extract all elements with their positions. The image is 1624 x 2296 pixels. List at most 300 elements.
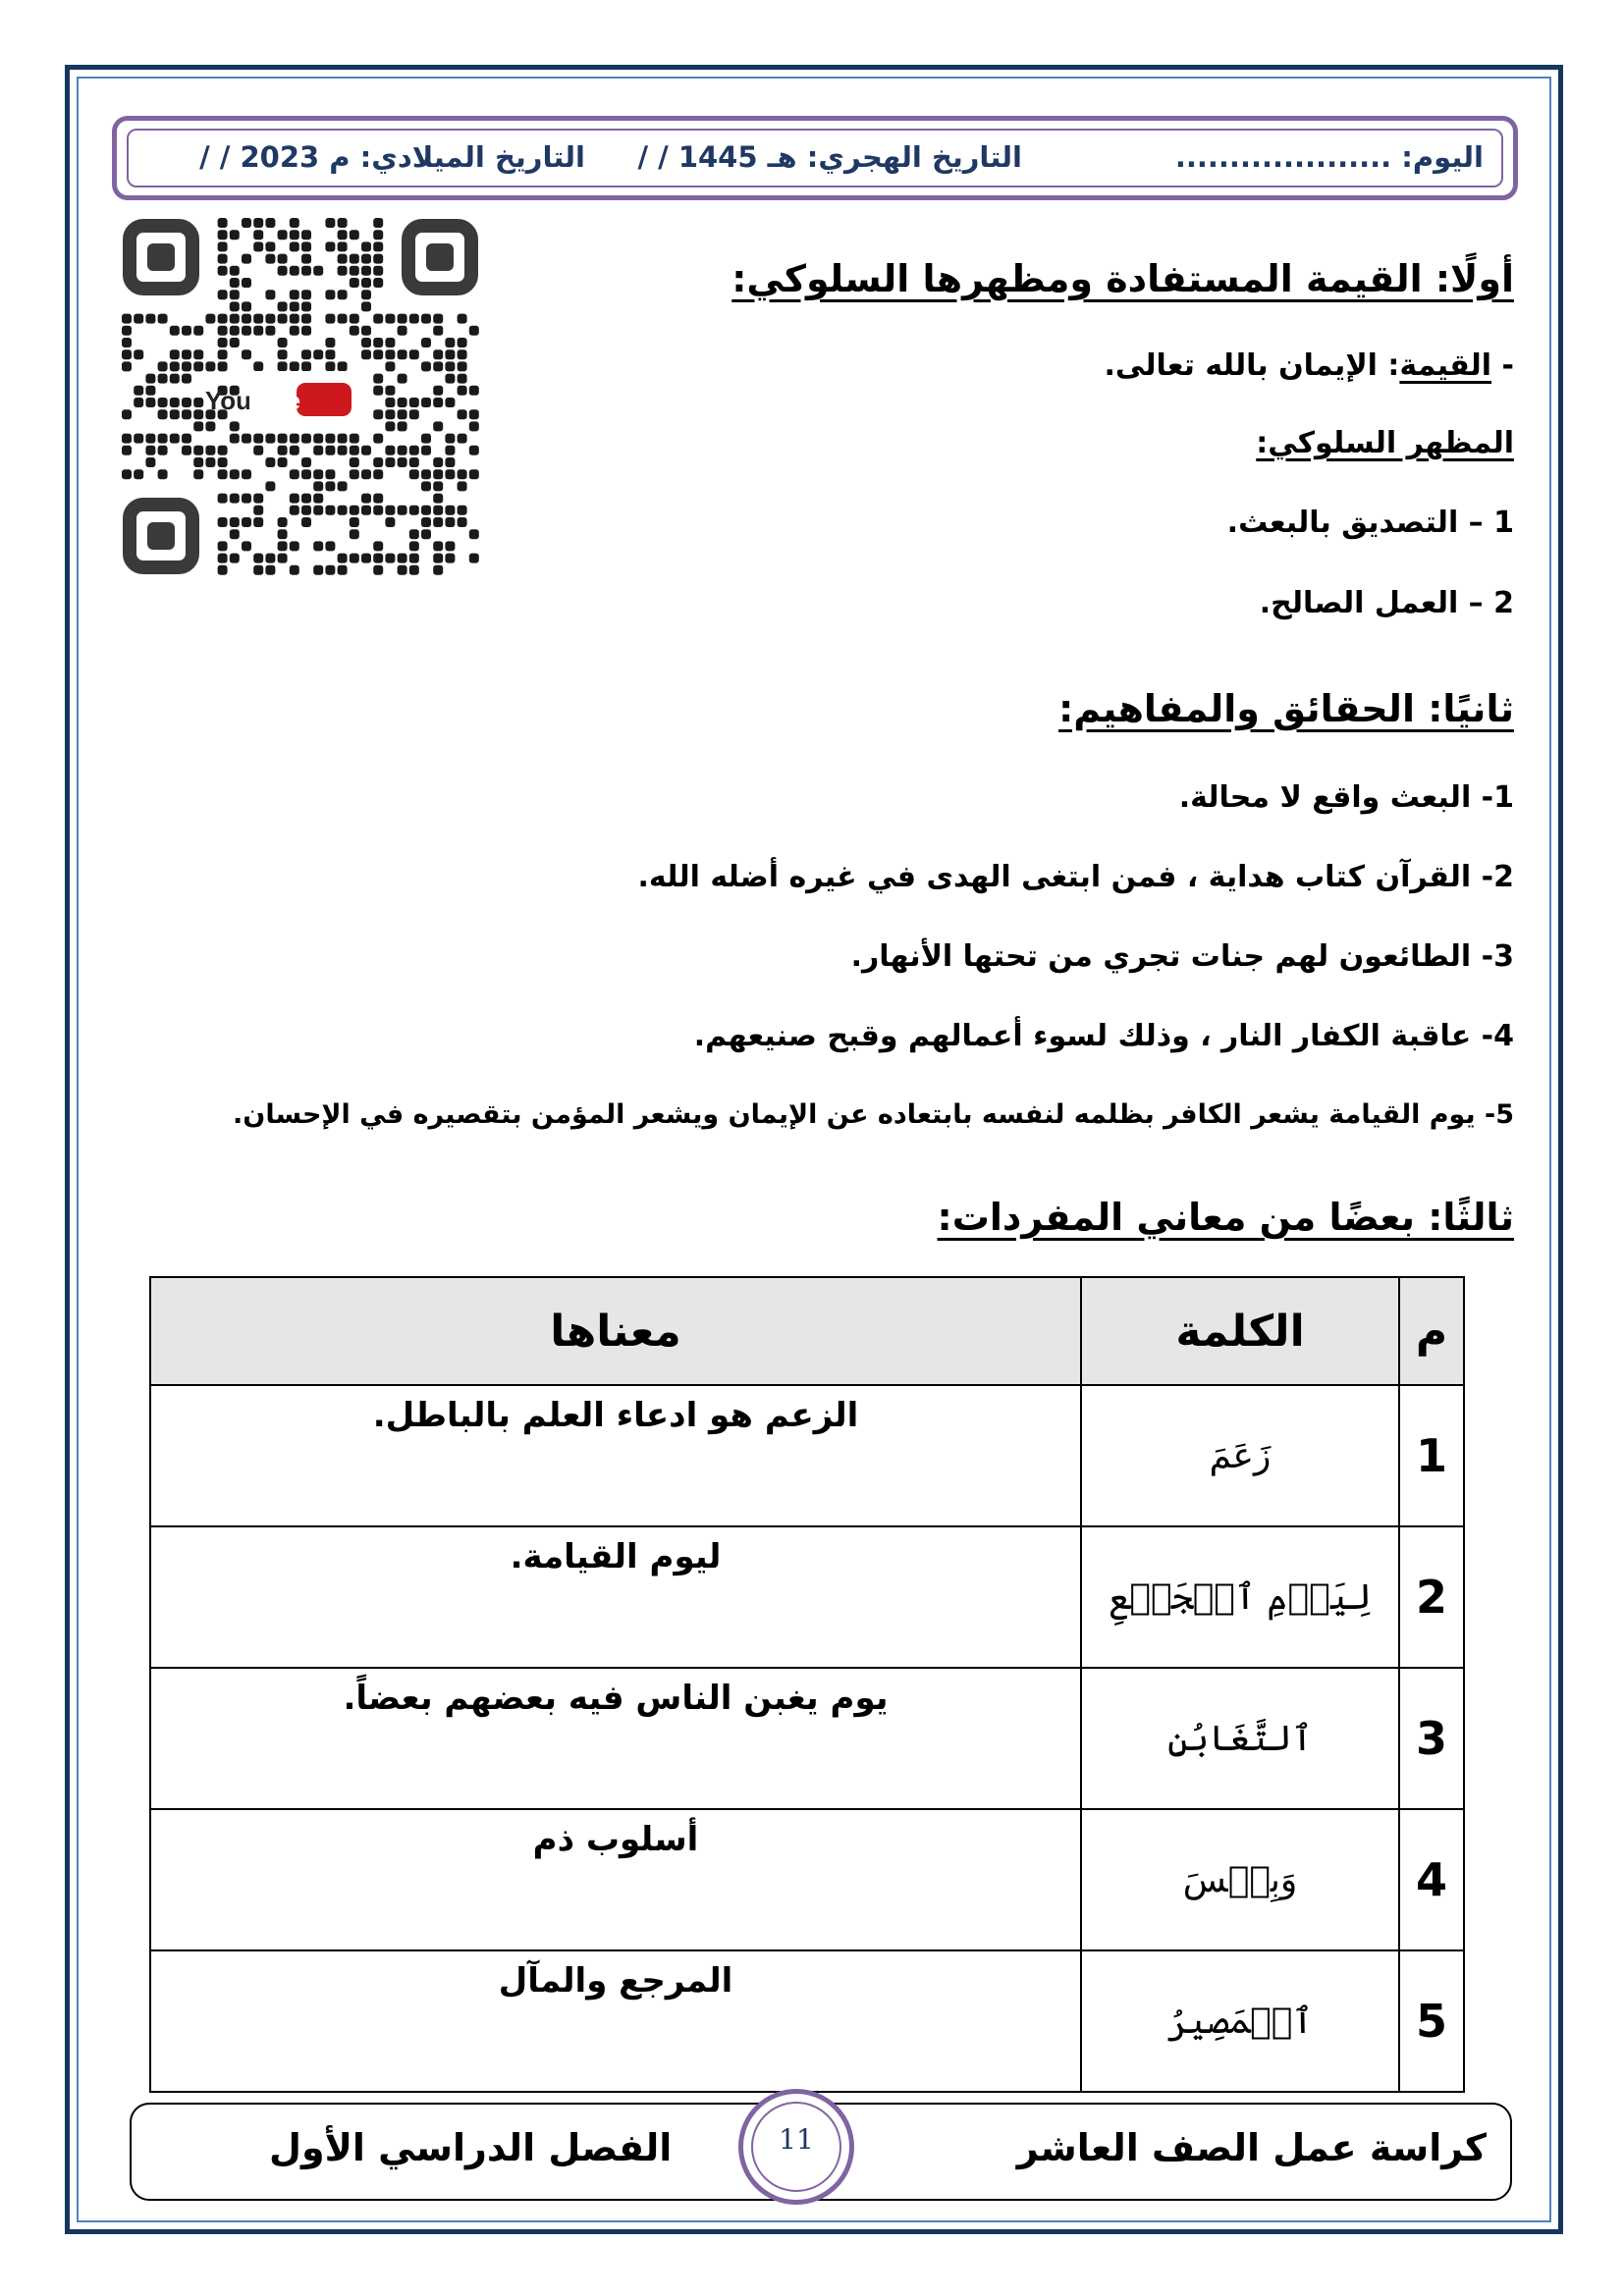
qr-module <box>193 326 203 336</box>
qr-module <box>350 230 359 240</box>
qr-module <box>433 541 443 551</box>
qr-module <box>385 409 395 419</box>
qr-module <box>433 398 443 407</box>
qr-module <box>253 218 263 228</box>
qr-module <box>338 230 348 240</box>
qr-module <box>253 494 263 504</box>
qr-module <box>218 361 228 371</box>
qr-module <box>193 398 203 407</box>
table-row <box>150 1809 1464 1950</box>
qr-module <box>350 469 359 479</box>
qr-module <box>158 469 168 479</box>
qr-module <box>325 290 335 299</box>
qr-module <box>433 326 443 336</box>
qr-module <box>242 314 251 324</box>
qr-module <box>253 230 263 240</box>
qr-module <box>253 517 263 527</box>
qr-module <box>278 434 288 444</box>
qr-module <box>278 446 288 455</box>
qr-module <box>338 361 348 371</box>
qr-module <box>338 434 348 444</box>
qr-module <box>350 517 359 527</box>
qr-module <box>421 338 431 347</box>
qr-module <box>218 517 228 527</box>
table-row <box>150 1668 1464 1809</box>
qr-module <box>313 469 323 479</box>
qr-module <box>218 446 228 455</box>
qr-module <box>350 278 359 288</box>
qr-module <box>373 278 383 288</box>
qr-module <box>158 409 168 419</box>
qr-module <box>230 314 240 324</box>
qr-module <box>361 506 371 515</box>
qr-module <box>385 338 395 347</box>
qr-module <box>301 290 311 299</box>
qr-module <box>278 541 288 551</box>
page-number: 11 <box>779 2123 814 2156</box>
qr-module <box>253 314 263 324</box>
qr-module <box>230 517 240 527</box>
qr-module <box>278 554 288 563</box>
value-line <box>1104 348 1514 383</box>
qr-module <box>409 529 419 539</box>
qr-module <box>398 421 407 431</box>
qr-module <box>445 434 455 444</box>
qr-module <box>421 446 431 455</box>
qr-module <box>145 398 155 407</box>
qr-module <box>361 494 371 504</box>
qr-module <box>350 446 359 455</box>
qr-module <box>122 446 132 455</box>
qr-module <box>313 349 323 359</box>
qr-module <box>278 266 288 276</box>
qr-module <box>361 241 371 251</box>
row-word: وَبِئۡسَ <box>1081 1809 1399 1950</box>
qr-module <box>445 469 455 479</box>
qr-module <box>230 230 240 240</box>
qr-module <box>338 254 348 264</box>
qr-module <box>338 241 348 251</box>
qr-module <box>421 398 431 407</box>
qr-module <box>145 314 155 324</box>
qr-module <box>218 230 228 240</box>
qr-module <box>350 457 359 467</box>
qr-module <box>385 398 395 407</box>
qr-module <box>182 409 191 419</box>
qr-module <box>290 290 299 299</box>
qr-module <box>242 541 251 551</box>
qr-module <box>170 409 180 419</box>
qr-module <box>421 434 431 444</box>
qr-module <box>122 409 132 419</box>
qr-module <box>385 457 395 467</box>
qr-module <box>218 338 228 347</box>
qr-module <box>361 349 371 359</box>
qr-module <box>433 314 443 324</box>
value-prefix: - <box>1491 348 1514 383</box>
qr-module <box>373 565 383 575</box>
qr-module <box>278 457 288 467</box>
qr-module <box>278 529 288 539</box>
row-num: 5 <box>1399 1950 1464 2092</box>
qr-module <box>193 421 203 431</box>
qr-module <box>134 386 143 396</box>
qr-module <box>373 218 383 228</box>
qr-module <box>145 446 155 455</box>
row-word: ٱلۡمَصِيرُ <box>1081 1950 1399 2092</box>
section1-title: أولًا: القيمة المستفادة ومظهرها السلوكي: <box>731 257 1514 300</box>
qr-module <box>409 469 419 479</box>
qr-module <box>458 481 467 491</box>
qr-module <box>313 266 323 276</box>
day-label: اليوم: <box>1401 140 1484 174</box>
section3-title: ثالثًا: بعضًا من معاني المفردات: <box>937 1196 1514 1239</box>
qr-module <box>469 446 479 455</box>
qr-module <box>433 469 443 479</box>
qr-module <box>278 254 288 264</box>
qr-module <box>301 266 311 276</box>
qr-module <box>458 314 467 324</box>
qr-module <box>433 421 443 431</box>
qr-module <box>265 457 275 467</box>
qr-module <box>458 338 467 347</box>
qr-module <box>301 314 311 324</box>
qr-module <box>242 301 251 311</box>
qr-module <box>134 349 143 359</box>
qr-module <box>182 326 191 336</box>
qr-module <box>290 565 299 575</box>
qr-module <box>373 541 383 551</box>
qr-module <box>325 541 335 551</box>
qr-module <box>458 361 467 371</box>
qr-module <box>218 266 228 276</box>
qr-module <box>409 409 419 419</box>
qr-module <box>242 326 251 336</box>
qr-module <box>278 314 288 324</box>
qr-module <box>301 361 311 371</box>
qr-module <box>385 386 395 396</box>
qr-module <box>218 290 228 299</box>
qr-module <box>445 506 455 515</box>
qr-module <box>350 266 359 276</box>
qr-module <box>385 314 395 324</box>
qr-module <box>361 326 371 336</box>
qr-module <box>242 218 251 228</box>
qr-module <box>182 349 191 359</box>
qr-module <box>445 541 455 551</box>
qr-module <box>421 469 431 479</box>
qr-module <box>242 517 251 527</box>
qr-module <box>350 434 359 444</box>
qr-module <box>458 349 467 359</box>
qr-module <box>409 554 419 563</box>
qr-module <box>458 409 467 419</box>
qr-module <box>361 469 371 479</box>
qr-module <box>278 230 288 240</box>
qr-module <box>458 386 467 396</box>
qr-module <box>361 301 371 311</box>
qr-module <box>230 421 240 431</box>
qr-module <box>193 409 203 419</box>
qr-module <box>325 481 335 491</box>
qr-module <box>350 314 359 324</box>
qr-module <box>398 409 407 419</box>
qr-module <box>385 517 395 527</box>
youtube-logo-you: You <box>204 386 251 415</box>
qr-module <box>265 481 275 491</box>
qr-module <box>182 446 191 455</box>
qr-module <box>469 469 479 479</box>
qr-module <box>433 386 443 396</box>
qr-module <box>218 541 228 551</box>
qr-module <box>409 398 419 407</box>
qr-module <box>313 434 323 444</box>
qr-module <box>242 469 251 479</box>
qr-module <box>445 398 455 407</box>
qr-module <box>134 469 143 479</box>
row-meaning: أسلوب ذم <box>150 1809 1081 1950</box>
qr-module <box>469 386 479 396</box>
qr-module <box>242 494 251 504</box>
qr-module <box>265 314 275 324</box>
row-word: ٱلتَّغَابُنِ <box>1081 1668 1399 1809</box>
qr-module <box>230 301 240 311</box>
qr-module <box>469 421 479 431</box>
qr-module <box>218 554 228 563</box>
qr-module <box>421 529 431 539</box>
qr-module <box>122 349 132 359</box>
footer-semester: الفصل الدراسي الأول <box>269 2126 673 2169</box>
hijri-date-field <box>637 140 1022 174</box>
qr-module <box>290 506 299 515</box>
header-word: الكلمة <box>1081 1277 1399 1385</box>
qr-module <box>253 434 263 444</box>
section2-title: ثانيًا: الحقائق والمفاهيم: <box>1058 687 1514 730</box>
qr-module <box>398 457 407 467</box>
qr-module <box>301 241 311 251</box>
qr-module <box>325 361 335 371</box>
qr-module <box>433 481 443 491</box>
qr-module <box>122 326 132 336</box>
qr-module <box>433 565 443 575</box>
qr-module <box>373 457 383 467</box>
qr-module <box>373 554 383 563</box>
qr-module <box>278 338 288 347</box>
qr-module <box>218 326 228 336</box>
qr-module <box>398 374 407 384</box>
qr-module <box>278 361 288 371</box>
qr-module <box>325 446 335 455</box>
qr-module <box>361 266 371 276</box>
row-num: 1 <box>1399 1385 1464 1526</box>
qr-module <box>313 506 323 515</box>
qr-module <box>325 218 335 228</box>
qr-module <box>409 314 419 324</box>
qr-module <box>242 254 251 264</box>
qr-module <box>158 314 168 324</box>
row-word: لِيَوۡمِ ٱلۡجَمۡعِ <box>1081 1526 1399 1668</box>
qr-module <box>361 254 371 264</box>
qr-module <box>445 361 455 371</box>
qr-module <box>278 349 288 359</box>
qr-module <box>265 565 275 575</box>
qr-module <box>338 314 348 324</box>
qr-module <box>373 374 383 384</box>
hijri-date-label: التاريخ الهجري: <box>806 140 1022 174</box>
row-num: 4 <box>1399 1809 1464 1950</box>
qr-module <box>350 506 359 515</box>
qr-module <box>458 506 467 515</box>
qr-module <box>170 349 180 359</box>
qr-module <box>265 434 275 444</box>
qr-module <box>421 481 431 491</box>
qr-module <box>301 457 311 467</box>
qr-module <box>469 554 479 563</box>
qr-module <box>301 494 311 504</box>
qr-module <box>290 218 299 228</box>
qr-module <box>325 241 335 251</box>
qr-module <box>290 446 299 455</box>
qr-module <box>421 517 431 527</box>
qr-module <box>409 457 419 467</box>
qr-module <box>373 434 383 444</box>
qr-module <box>361 338 371 347</box>
qr-module <box>458 469 467 479</box>
qr-module <box>218 349 228 359</box>
qr-module <box>398 506 407 515</box>
qr-module <box>373 266 383 276</box>
qr-module <box>265 241 275 251</box>
row-meaning: المرجع والمآل <box>150 1950 1081 2092</box>
qr-module <box>301 349 311 359</box>
qr-module <box>290 494 299 504</box>
qr-module <box>170 361 180 371</box>
qr-module <box>325 434 335 444</box>
fact-item: 2- القرآن كتاب هداية ، فمن ابتغى الهدى في غيره أضله الله. <box>637 860 1514 894</box>
qr-module <box>385 421 395 431</box>
qr-module <box>433 361 443 371</box>
qr-module <box>122 434 132 444</box>
qr-module <box>253 326 263 336</box>
behavior-item: 2 – العمل الصالح. <box>1259 586 1514 620</box>
qr-module <box>325 349 335 359</box>
qr-module <box>350 326 359 336</box>
qr-module <box>373 409 383 419</box>
qr-module <box>253 565 263 575</box>
qr-module <box>301 506 311 515</box>
qr-module <box>458 517 467 527</box>
qr-module <box>230 278 240 288</box>
qr-module <box>445 374 455 384</box>
qr-module <box>205 421 215 431</box>
qr-module <box>134 434 143 444</box>
qr-module <box>385 506 395 515</box>
qr-module <box>182 361 191 371</box>
qr-module <box>265 326 275 336</box>
qr-module <box>350 254 359 264</box>
qr-module <box>458 434 467 444</box>
qr-module <box>338 290 348 299</box>
qr-module <box>218 241 228 251</box>
qr-module <box>398 314 407 324</box>
qr-module <box>433 494 443 504</box>
qr-module <box>218 457 228 467</box>
row-meaning: الزعم هو ادعاء العلم بالباطل. <box>150 1385 1081 1526</box>
qr-module <box>445 457 455 467</box>
table-header-row <box>150 1277 1464 1385</box>
qr-module <box>385 554 395 563</box>
day-field <box>1175 140 1484 174</box>
qr-module <box>469 409 479 419</box>
qr-module <box>301 301 311 311</box>
qr-module <box>230 266 240 276</box>
qr-module <box>145 457 155 467</box>
qr-module <box>313 565 323 575</box>
qr-module <box>373 494 383 504</box>
value-text: : الإيمان بالله تعالى. <box>1104 348 1400 383</box>
qr-module <box>265 554 275 563</box>
qr-module <box>325 338 335 347</box>
qr-module <box>445 338 455 347</box>
qr-module <box>193 457 203 467</box>
qr-module <box>182 434 191 444</box>
qr-module <box>242 278 251 288</box>
youtube-qr-code[interactable] <box>120 216 481 577</box>
qr-module <box>301 469 311 479</box>
qr-module <box>409 506 419 515</box>
qr-module <box>290 314 299 324</box>
qr-module <box>361 554 371 563</box>
qr-module <box>122 314 132 324</box>
row-num: 2 <box>1399 1526 1464 1668</box>
qr-module <box>421 314 431 324</box>
qr-module <box>433 517 443 527</box>
qr-module <box>325 314 335 324</box>
qr-module <box>278 517 288 527</box>
qr-module <box>242 349 251 359</box>
header-meaning: معناها <box>150 1277 1081 1385</box>
qr-module <box>313 541 323 551</box>
qr-module <box>170 434 180 444</box>
qr-module <box>409 446 419 455</box>
qr-module <box>218 469 228 479</box>
qr-module <box>313 481 323 491</box>
fact-item: 3- الطائعون لهم جنات تجري من تحتها الأنهار. <box>850 939 1514 974</box>
qr-module <box>361 290 371 299</box>
qr-module <box>230 494 240 504</box>
qr-module <box>193 361 203 371</box>
value-label: القيمة <box>1399 348 1492 383</box>
qr-module <box>338 554 348 563</box>
qr-module <box>290 230 299 240</box>
qr-module <box>445 517 455 527</box>
row-word: زَعَمَ <box>1081 1385 1399 1526</box>
qr-module <box>193 469 203 479</box>
qr-module <box>313 494 323 504</box>
qr-module <box>301 326 311 336</box>
qr-module <box>433 554 443 563</box>
qr-module <box>398 565 407 575</box>
qr-module <box>325 469 335 479</box>
qr-module <box>145 386 155 396</box>
qr-module <box>230 326 240 336</box>
qr-module <box>445 349 455 359</box>
row-meaning: ليوم القيامة. <box>150 1526 1081 1668</box>
qr-module <box>409 565 419 575</box>
qr-module <box>301 254 311 264</box>
qr-module <box>469 529 479 539</box>
day-blank: .................... <box>1174 140 1392 174</box>
